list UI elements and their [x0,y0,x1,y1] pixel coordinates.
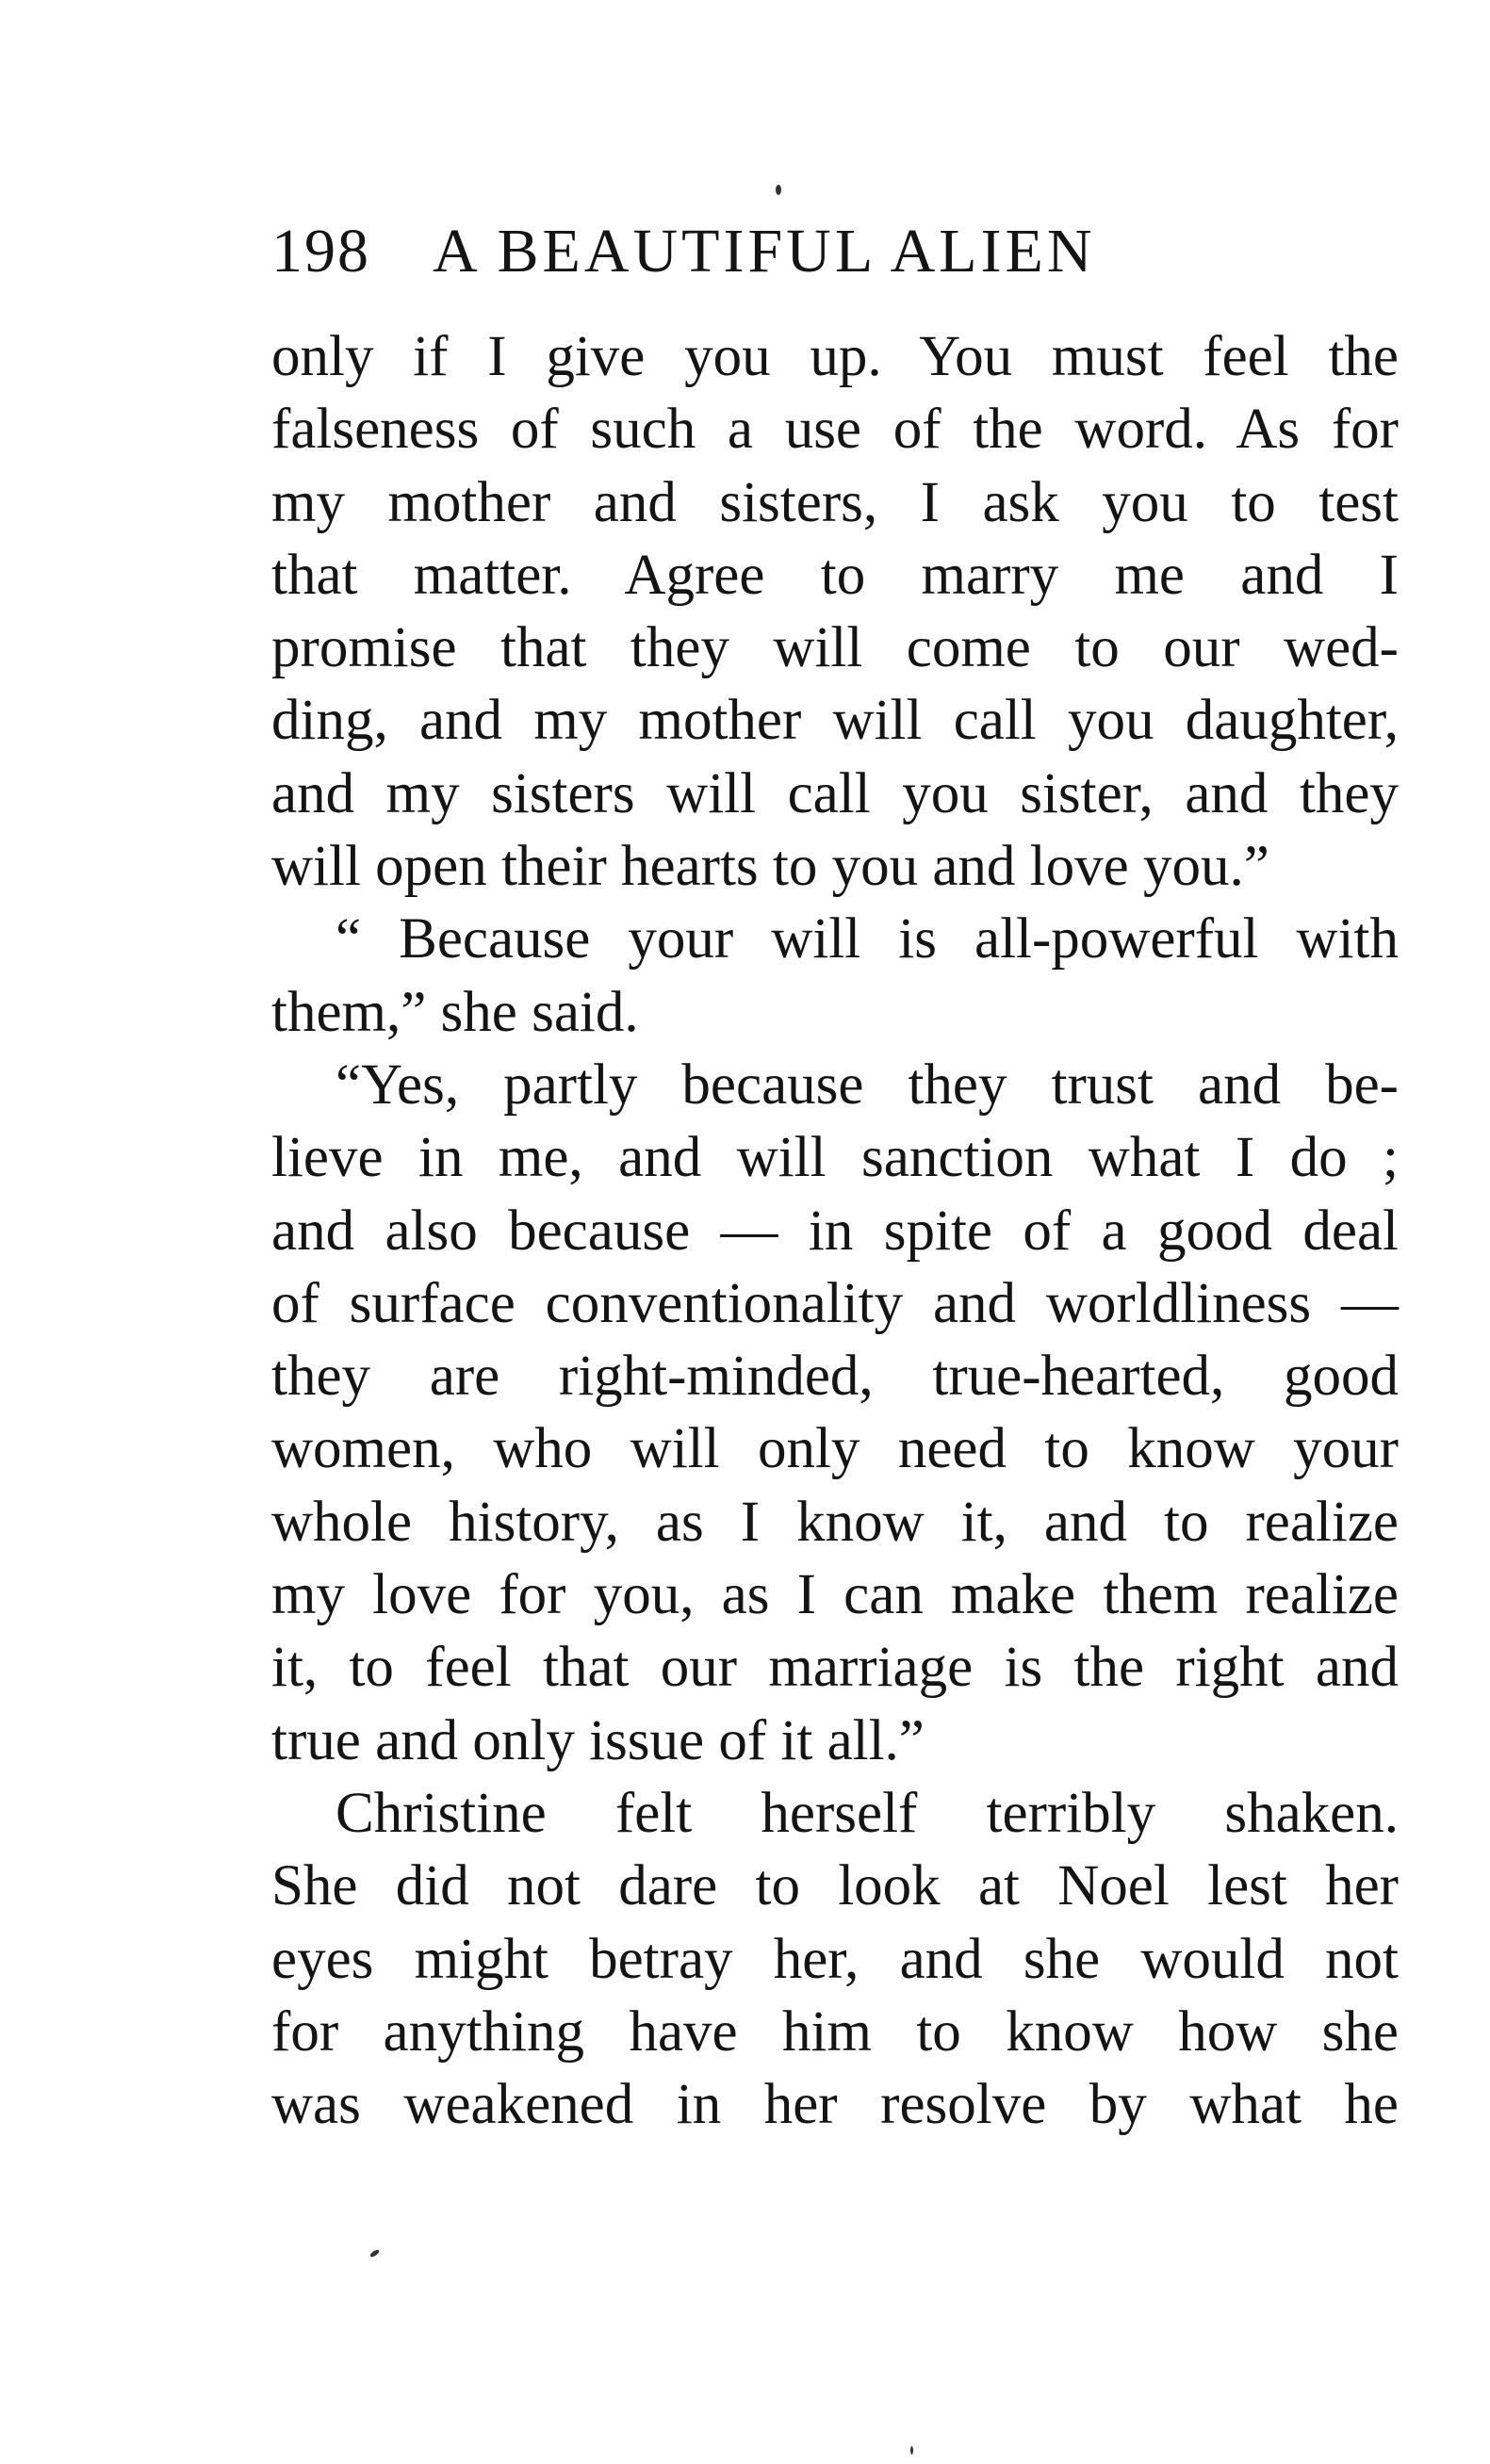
text-line: lieve in me, and will sanction what I do ; [271,1126,1399,1190]
text-line: falseness of such a use of the word. As for [271,398,1399,462]
text-line: true and only issue of it all.” [271,1708,925,1772]
text-line: for anything have him to know how she [271,1999,1399,2064]
text-line: ding, and my mother will call you daughter, [271,689,1399,753]
scan-speck [776,185,781,195]
text-line: promise that they will come to our wed- [271,616,1399,680]
text-line: only if I give you up. You must feel the [271,325,1399,388]
text-line: was weakened in her resolve by what he [271,2073,1399,2137]
text-line: whole history, as I know it, and to realize [271,1490,1399,1554]
text-line: my mother and sisters, I ask you to test [271,470,1399,534]
text-line: and my sisters will call you sister, and they [271,761,1399,825]
text-line: my love for you, as I can make them realize [271,1563,1399,1627]
text-line: that matter. Agree to marry me and I [271,543,1399,607]
text-line: women, who will only need to know your [271,1417,1399,1481]
text-line: “ Because your will is all-powerful with [336,907,1399,971]
text-line: Christine felt herself terribly shaken. [336,1781,1399,1845]
text-line: it, to feel that our marriage is the right and [271,1636,1399,1700]
text-line: “Yes, partly because they trust and be- [336,1053,1399,1117]
text-line: of surface conventionality and worldliness — [271,1271,1399,1335]
scan-speck [369,2248,381,2258]
text-line: She did not dare to look at Noel lest her [271,1854,1399,1918]
body-text [271,320,1399,2141]
text-line: they are right-minded, true-hearted, good [271,1345,1399,1409]
text-line: eyes might betray her, and she would not [271,1927,1399,1991]
text-line: and also because — in spite of a good deal [271,1199,1399,1263]
scan-speck [910,2446,913,2455]
page-number: 198 [271,217,370,286]
text-line: them,” she said. [271,980,639,1044]
running-title: A BEAUTIFUL ALIEN [433,217,1096,286]
text-line: will open their hearts to you and love you.” [271,835,1269,899]
page-header [271,209,1402,294]
